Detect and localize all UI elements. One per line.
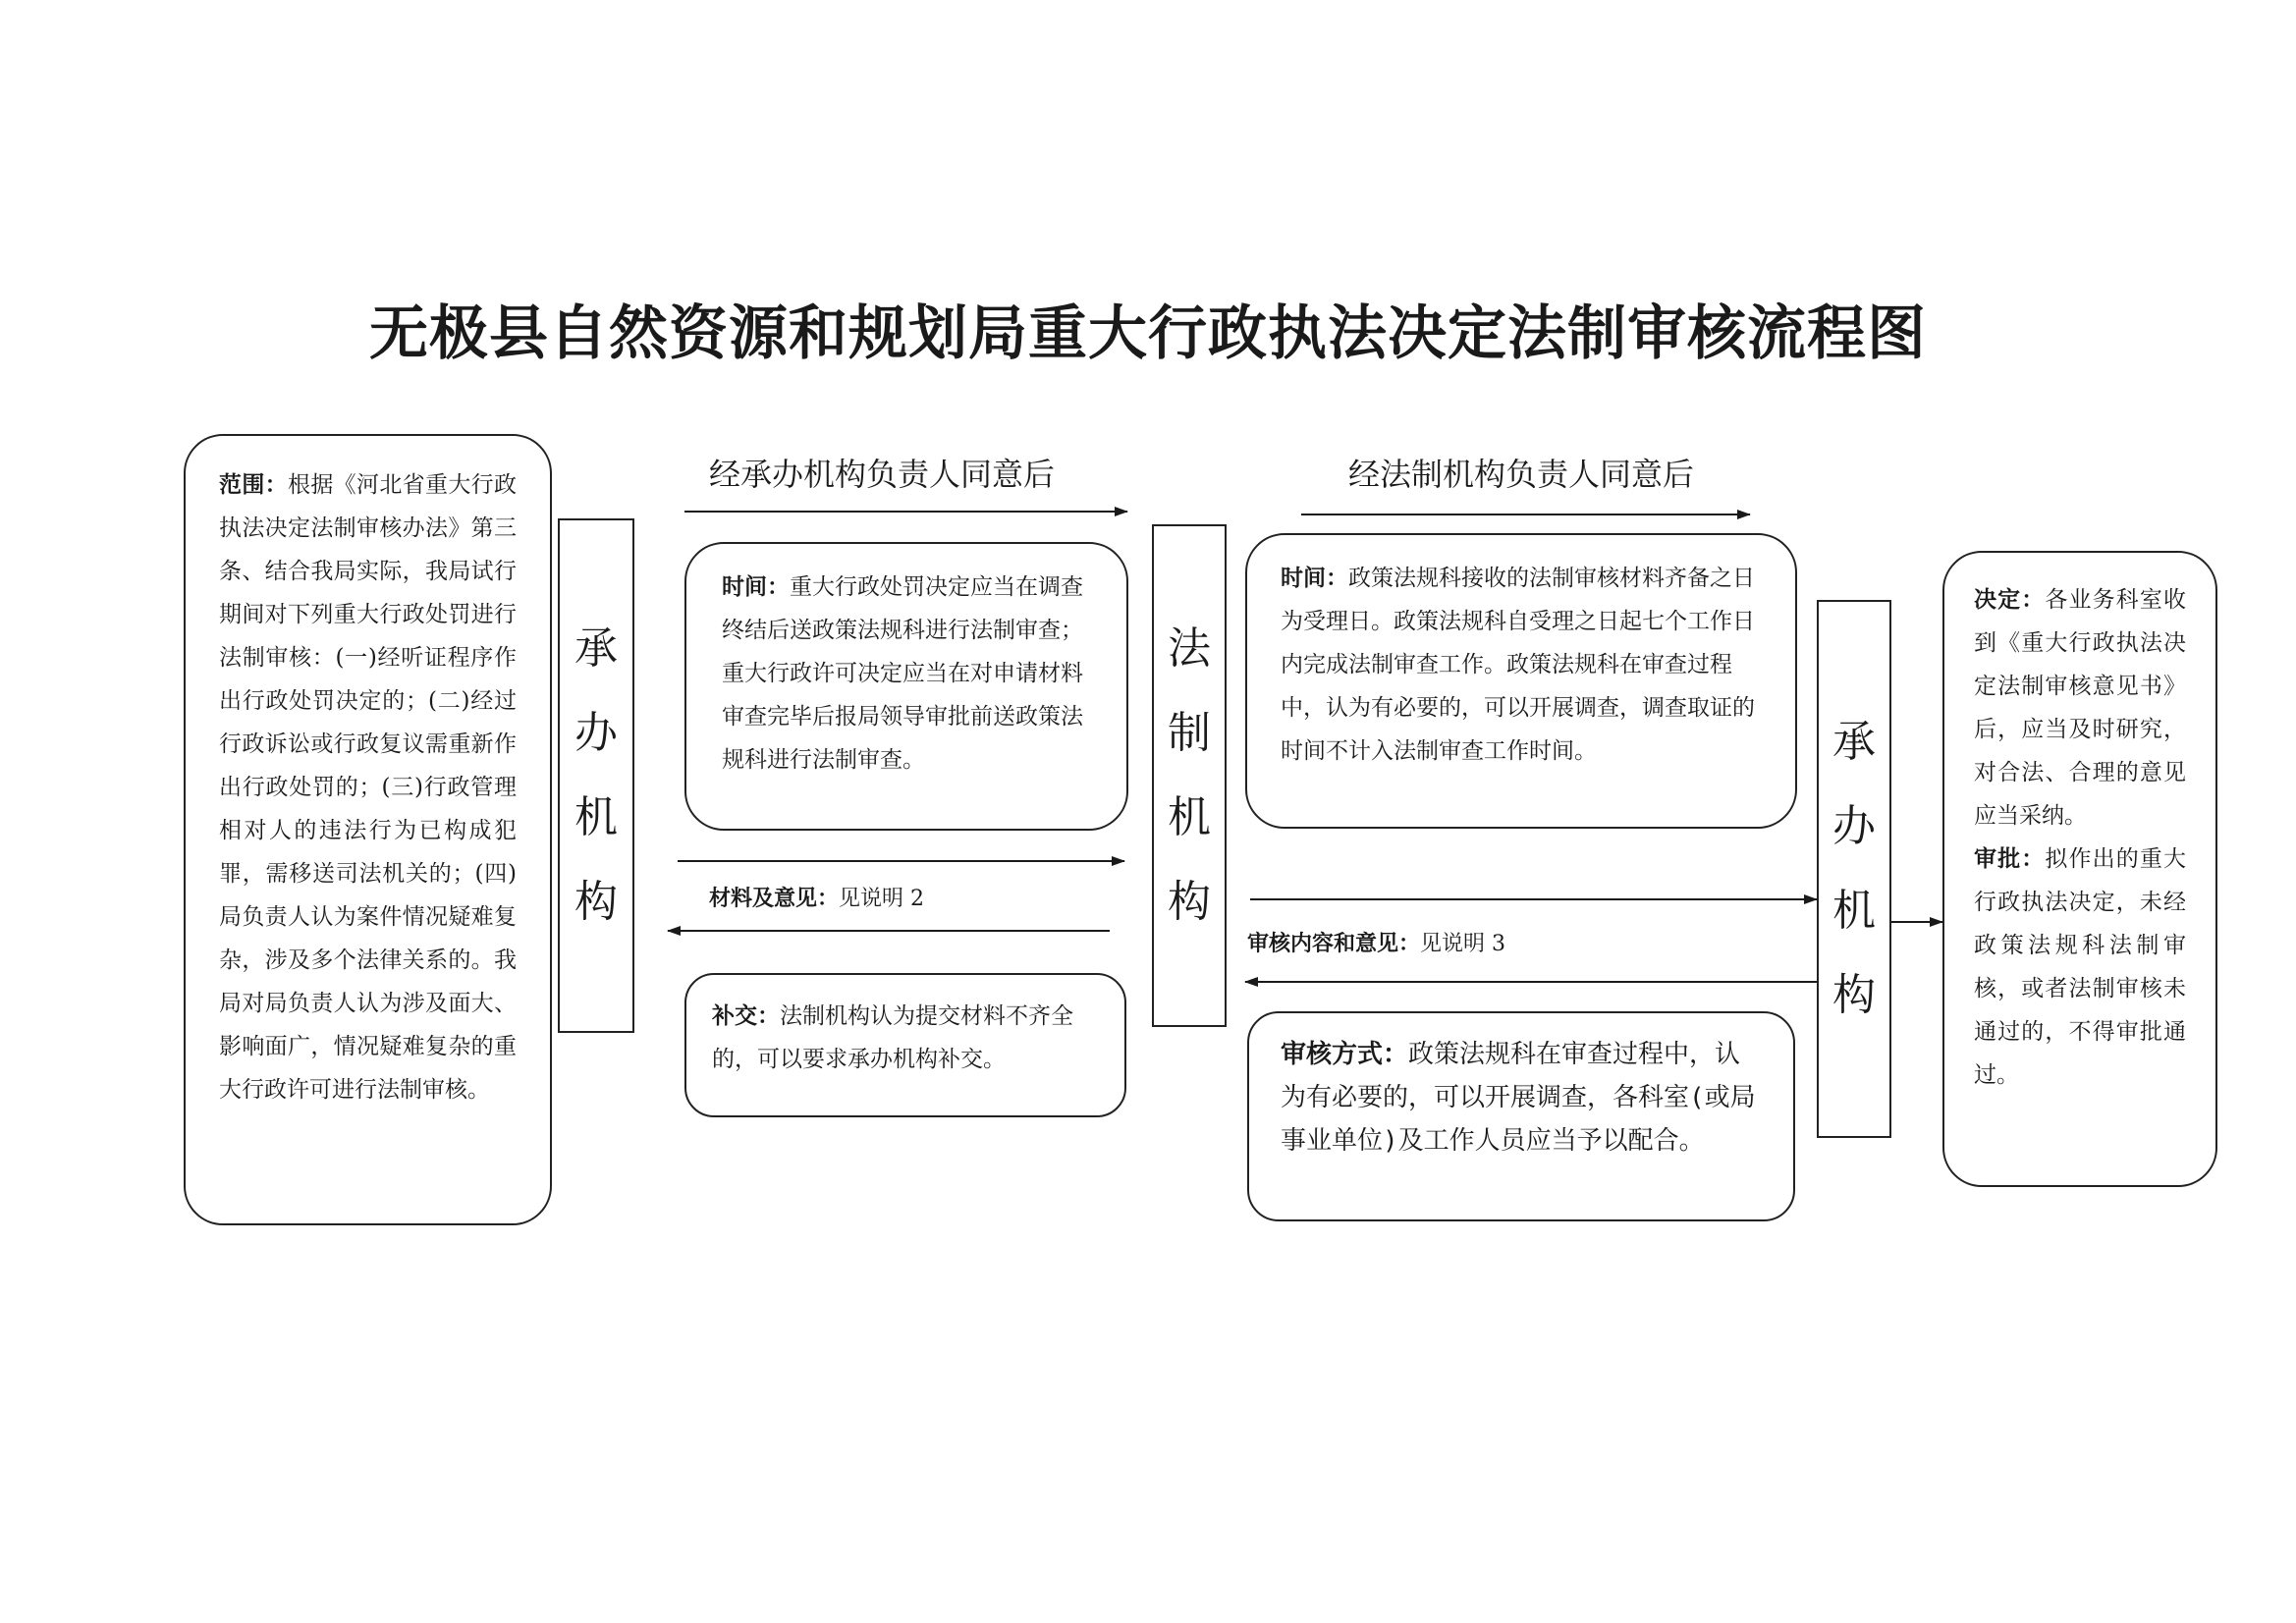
org-right-char: 机: [1832, 886, 1876, 936]
scope-text: 根据《河北省重大行政执法决定法制审核办法》第三条、结合我局实际，我局试行期间对下列重大行政处罚进行法制审核：(一)经听证程序作出行政处罚决定的；(二)经过行政诉讼或行政复议需重新作出行政处罚的；(三)行政管理相对人的违法行为已构成犯罪，需移送司法机关的；(四)局负责人认为案件情况疑难复杂，涉及多个法律关系的。我局对局负责人认为涉及面大、影响面广，情况疑难复杂的重大行政许可进行法制审核。: [219, 472, 518, 1103]
materials-text: 见说明 2: [839, 887, 925, 911]
approval-heading: 审批：: [1974, 845, 2046, 872]
time-box-1-heading: 时间：: [722, 573, 790, 600]
materials-heading: 材料及意见：: [709, 886, 840, 911]
decision-heading: 决定：: [1974, 586, 2046, 613]
supplement-heading: 补交：: [712, 1002, 780, 1029]
org-middle-char: 构: [1168, 877, 1211, 927]
org-left-char: 办: [574, 708, 618, 758]
method-heading: 审核方式：: [1281, 1040, 1409, 1069]
time-box-2-text: 政策法规科接收的法制审核材料齐备之日为受理日。政策法规科自受理之日起七个工作日内完成法制审查工作。政策法规科在审查过程中，认为有必要的，可以开展调查，调查取证的时间不计入法制审查工作时间。: [1281, 566, 1755, 764]
supplement-text: 法制机构认为提交材料不齐全的，可以要求承办机构补交。: [712, 1003, 1073, 1072]
review-text: 见说明 3: [1420, 932, 1506, 956]
approval-text: 拟作出的重大行政执法决定，未经政策法规科法制审核，或者法制审核未通过的，不得审批通过。: [1974, 846, 2186, 1088]
decision-text: 各业务科室收到《重大行政执法决定法制审核意见书》后，应当及时研究，对合法、合理的意见应当采纳。: [1974, 587, 2186, 829]
arrow-label-legal-approval: 经法制机构负责人同意后: [1348, 456, 1695, 493]
org-middle-char: 法: [1168, 623, 1211, 674]
org-right-char: 承: [1832, 717, 1876, 767]
org-left-char: 构: [574, 877, 618, 927]
org-middle-char: 制: [1168, 708, 1211, 758]
time-box-2-heading: 时间：: [1281, 565, 1348, 591]
review-heading: 审核内容和意见：: [1247, 931, 1421, 956]
page-title: 无极县自然资源和规划局重大行政执法决定法制审核流程图: [369, 299, 1927, 368]
arrow-label-handling-approval: 经承办机构负责人同意后: [709, 456, 1056, 493]
org-left-char: 承: [574, 623, 618, 674]
time-box-1-text: 重大行政处罚决定应当在调查终结后送政策法规科进行法制审查；重大行政许可决定应当在对申请材料审查完毕后报局领导审批前送政策法规科进行法制审查。: [722, 574, 1083, 773]
org-left-char: 机: [574, 792, 618, 842]
org-middle-char: 机: [1168, 792, 1211, 842]
scope-heading: 范围：: [219, 471, 288, 498]
org-right-char: 办: [1832, 801, 1876, 851]
method-text: 政策法规科在审查过程中，认为有必要的，可以开展调查，各科室(或局事业单位)及工作人员应当予以配合。: [1281, 1040, 1756, 1156]
org-right-char: 构: [1832, 970, 1876, 1020]
